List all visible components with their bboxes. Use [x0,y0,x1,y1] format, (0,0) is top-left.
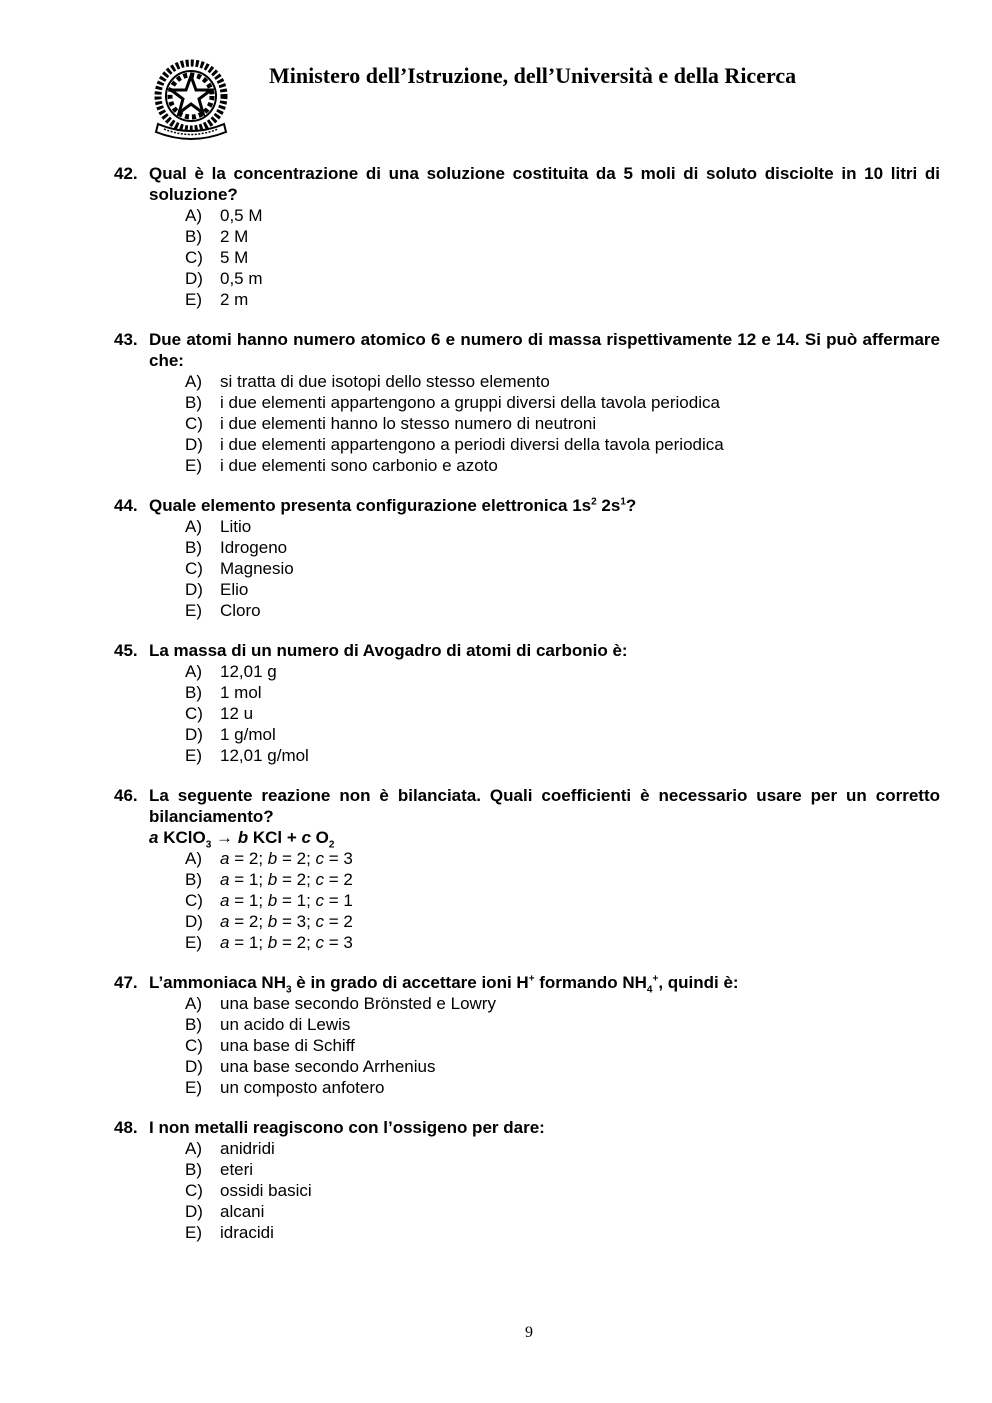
option-a: A) a = 2; b = 2; c = 3 [185,849,353,868]
question-text: Qual è la concentrazione di una soluzione costituita da 5 moli di soluto disciolte in 10 litri di soluzione? [149,164,940,204]
question-number: 42. [114,164,138,183]
question-list [114,163,940,1262]
italian-emblem-icon [150,58,232,142]
option-e: E) i due elementi sono carbonio e azoto [185,456,498,475]
option-b: B) 2 M [185,227,249,246]
option-c: C) una base di Schiff [185,1036,355,1055]
option-b: B) Idrogeno [185,538,288,557]
ministry-title: Ministero dell’Istruzione, dell’Università e della Ricerca [269,63,797,88]
page-number: 9 [525,1324,533,1341]
question-text: L’ammoniaca $NH_3$ è in grado di accettare ioni H+ formando $NH_4^+$, quindi è: [149,973,739,996]
answer-options [114,205,940,310]
question-47 [114,972,940,1098]
option-e: E) un composto anfotero [185,1078,385,1097]
question-text: La seguente reazione non è bilanciata. Quali coefficienti è necessario usare per un corretto bilanciamento? [149,786,940,826]
reaction-formula: a KClO$_3$ → b KCl + c $O_2$ [149,828,335,851]
option-b: B) a = 1; b = 2; c = 2 [185,870,353,889]
option-d: D) Elio [185,580,249,599]
question-number: 46. [114,786,138,805]
answer-options [114,661,940,766]
option-e: E) a = 1; b = 2; c = 3 [185,933,353,952]
option-d: D) i due elementi appartengono a periodi diversi della tavola periodica [185,435,724,454]
option-a: A) 0,5 M [185,206,263,225]
question-text: Quale elemento presenta configurazione elettronica $1s^2$ $2s^1$? [149,496,637,515]
answer-options [114,848,940,953]
question-text: Due atomi hanno numero atomico 6 e numero di massa rispettivamente 12 e 14. Si può affermare che: [149,330,940,370]
question-number: 47. [114,973,138,992]
option-e: E) Cloro [185,601,261,620]
option-c: C) 12 u [185,704,254,723]
answer-options [114,993,940,1098]
option-c: C) Magnesio [185,559,294,578]
option-e: E) 2 m [185,290,249,309]
option-a: A) una base secondo Brönsted e Lowry [185,994,496,1013]
option-d: D) alcani [185,1202,265,1221]
option-b: B) 1 mol [185,683,262,702]
option-e: E) idracidi [185,1223,274,1242]
answer-options [114,371,940,476]
answer-options [114,516,940,621]
question-44 [114,495,940,621]
question-45 [114,640,940,766]
option-d: D) a = 2; b = 3; c = 2 [185,912,353,931]
option-c: C) ossidi basici [185,1181,312,1200]
option-c: C) i due elementi hanno lo stesso numero di neutroni [185,414,597,433]
option-b: B) i due elementi appartengono a gruppi diversi della tavola periodica [185,393,720,412]
question-number: 44. [114,496,138,515]
question-48 [114,1117,940,1243]
option-d: D) 0,5 m [185,269,263,288]
question-text: La massa di un numero di Avogadro di atomi di carbonio è: [149,641,628,660]
option-c: C) a = 1; b = 1; c = 1 [185,891,353,910]
option-a: A) si tratta di due isotopi dello stesso elemento [185,372,550,391]
question-43 [114,329,940,476]
option-b: B) eteri [185,1160,254,1179]
page-header [150,58,870,148]
question-46 [114,785,940,953]
option-d: D) una base secondo Arrhenius [185,1057,436,1076]
question-42 [114,163,940,310]
question-text: I non metalli reagiscono con l’ossigeno per dare: [149,1118,545,1137]
answer-options [114,1138,940,1243]
option-e: E) 12,01 g/mol [185,746,309,765]
option-a: A) Litio [185,517,252,536]
option-a: A) 12,01 g [185,662,277,681]
option-b: B) un acido di Lewis [185,1015,351,1034]
option-c: C) 5 M [185,248,249,267]
question-number: 45. [114,641,138,660]
option-a: A) anidridi [185,1139,275,1158]
question-number: 43. [114,330,138,349]
option-d: D) 1 g/mol [185,725,276,744]
question-number: 48. [114,1118,138,1137]
